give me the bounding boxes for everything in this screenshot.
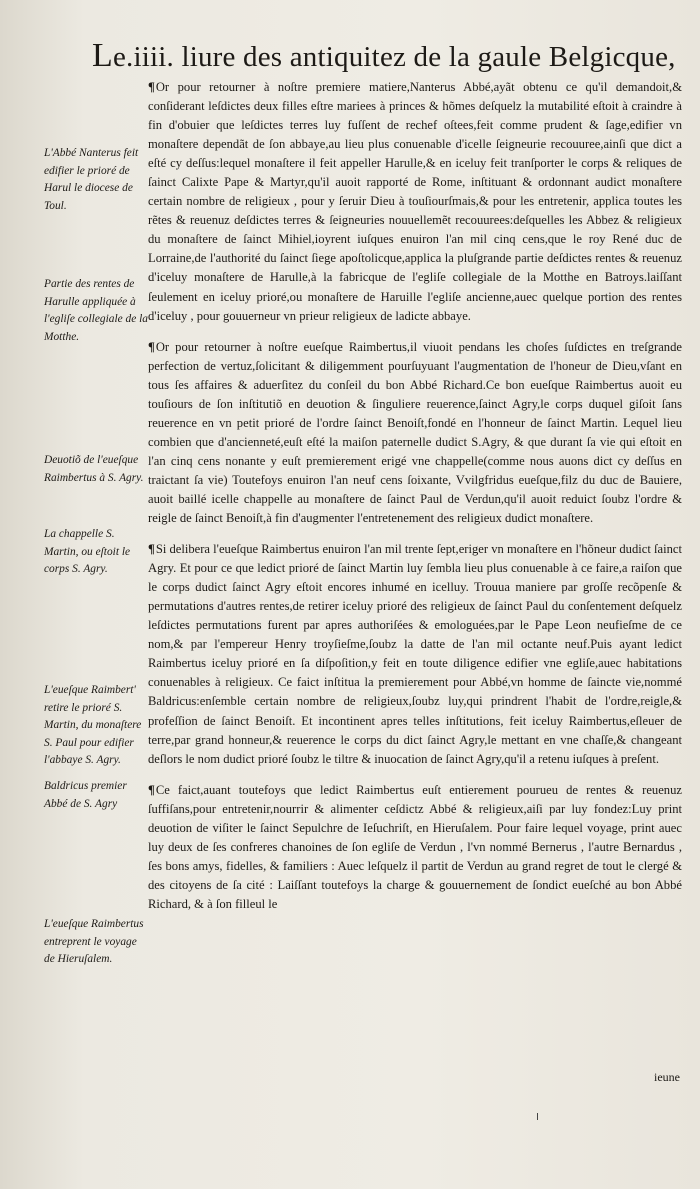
pilcrow-mark: ¶	[148, 339, 155, 354]
margin-note-baldricus: Baldricus premier Abbé de S. Agry	[44, 780, 127, 810]
paragraph-text: Si delibera l'eueſque Raimbertus enuiron l'an mil trente ſept,eriger vn monaſtere en l'hõneur dudict ſainct Agry. Et pour ce que ledict prioré de ſainct Martin luy ſembla lieu plus conuenable à ce faire,a raiſon que le corps dudict ſainct Agry eſtoit encores inhumé en icelluy. Trouua maniere par groſſe recõpenſe & permutations d'autres rentes,de retirer iceluy prioré des religieux de ſainct Paul du conſentement deſquelz leſdictes permutations furent par apres authoriſées & emologuées,par le Pape Leon neufieſme de ce nom,& par l'empereur Henry troyſieſme,ſoubz la datte de l'an mil octante neuf.Puis ayant ledict Raimbertus iceluy prioré en ſa diſpoſition,y feit en toute diligence edifier vne egliſe,auec habitations conuenables à religieux. Ce faict inſtitua la premierement pour Abbé,vn homme de ſaincte vie,nommé Baldricus:enſemble certain nombre de religieux,ſoubz luy,qui prindrent l'habit de l'ordre,reigle,& profeſſion de ſainct Benoiſt. Et incontinent apres telles inſtitutions, feit iceluy Raimbertus,eſleuer de terre,par grand honneur,& reuerence le corps du dict ſainct Agry,le mettant en vne chaſſe,& changeant deſlors le nom dudict prioré ſoubz le tiltre & inuocation de ſainct Agry,qu'il a retenu iuſques à preſent.	[148, 542, 682, 766]
paragraph-text: Or pour retourner à noſtre premiere matiere,Nanterus Abbé,ayãt obtenu ce qu'il demandoit,& conſiderant leſdictes deux filles eſtre mariees à princes & hõmes deſquelz la mutabilité eſtoit à craindre à fin d'obuier que leſdictes terres luy fuſſent de rechef oſtees,feit comme prudent & ſage,edifier vn monaſtere dependãt de ſon abbaye,au lieu plus conuenable d'icelle ſeigneurie recouuree,ainſi que dict a eſté cy deſſus:lequel monaſtere il feit appeller Harulle,& en iceluy feit tranſporter le corps & reliques de ſainct Calixte Pape & Martyr,qu'il auoit rapporté de Rome, inſtituant & ordonnant audict monaſtere certain nombre de religieux , pour y ſeruir Dieu à touſiourſmais,& pour les entretenir, applica toutes les rẽtes & reuenuz deſdictes terres & ſeigneuries nouuellemẽt recouurees:deſquelles les Abbez & religieux du monaſtere de ſainct Mihiel,ioyrent iuſques enuiron l'an mil cinq cens,que le roy René duc de Lorraine,de l'authorité du ſainct ſiege apoſtolicque,applica la pluſgrande partie deſdictes rentes & reuenuz d'iceluy monaſtere de Harulle,à la fabricque de l'egliſe collegiale de la Motthe en Batroys.laiſſant ſeulement en iceluy prioré,ou monaſtere de Haruille l'egliſe ancienne,auec quelque portion des rentes d'iceluy , pour gouuerneur vn prieur religieux de ladicte abbaye.	[148, 80, 682, 323]
margin-note-abbe-nanterus: L'Abbé Nanterus feit edifier le prioré de Harul le diocese de Toul.	[44, 147, 139, 212]
folio-cap: L	[92, 37, 113, 74]
margin-note-devotion-raimbertus: Deuotiõ de l'eueſque Raimbertus à S. Agry.	[44, 454, 144, 484]
paragraph-text: Or pour retourner à noſtre eueſque Raimbertus,il viuoit pendans les choſes ſuſdictes en treſgrande perfection de vertuz,ſolicitant & diligemment pourſuyuant l'augmentation de l'honeur de Dieu,vſant en tous ſes affaires & aduerſitez du conſeil du bon Abbé Richard.Ce bon eueſque Raimbertus auoit eu touſiours de ſon inſtitutiõ en deuotion & ſinguliere reuerence,ſainct Agry,le corps duquel giſoit ſans reuerence en vn petit prioré de l'ordre ſainct Benoiſt,fondé en l'honneur de ſainct Martin. Lequel lieu combien que d'ancienneté,euſt eſté la maiſon paternelle dudict S.Agry, & que durant ſa vie qui eſtoit en l'an cinq cens nonante y euſt premierement erigé vne chappelle(comme nous auons dict cy deſſus en traictant ſa vie) Toutefoys enuiron l'an neuf cens ſoixante, Vvilgfridus eueſque,filz du duc de Bauiere, auoit baillé icelle chappelle au monaſtere de ſainct Paul de Verdun,qu'il auoit reduict ſoubz l'ordre & reigle de ſainct Benoiſt,à fin d'augmenter l'entretenement des religieux dudict monaſtere.	[148, 339, 682, 526]
margin-notes-column	[44, 0, 148, 1189]
pilcrow-mark: ¶	[148, 782, 155, 797]
folio-rest: e.iiii.	[112, 41, 174, 73]
catchword: ieune	[654, 1070, 680, 1084]
paragraph-text: Ce faict,auant toutefoys que ledict Raimbertus euſt entierement pourueu de rentes & reuenuz ſuffiſans,pour entretenir,nourrir & alimenter ceſdictz Abbé & religieux,aiſi par luy fondez:Luy print deuotion de viſiter le ſainct Sepulchre de Ieſuchriſt, en Hieruſalem. Pour faire lequel voyage, print auec luy deux de ſes confreres chanoines de ſon egliſe de Verdun , l'vn nommé Bernerus , l'autre Bernardus , ſes bons amys, fidelles, & familiers : Auec leſquelz il partit de Verdun au grand regret de tout le clergé & des citoyens de ſa cité : Laiſſant toutefoys la charge & gouuernement de ſondict eueſché au bon Abbé Richard, & à ſon filleul le	[148, 782, 682, 911]
margin-note-chappelle: La chappelle S. Martin, ou eſtoit le corps S. Agry.	[44, 528, 131, 575]
paragraph-voyage	[148, 781, 682, 914]
paragraph-monastere	[148, 540, 682, 769]
running-header	[92, 36, 692, 77]
paragraph-raimbertus	[148, 338, 682, 528]
pilcrow-mark: ¶	[148, 80, 155, 94]
margin-note-rentes-harulle: Partie des rentes de Harulle appliquée à l'egliſe collegiale de la Motthe.	[44, 278, 148, 343]
ink-mark	[537, 1113, 538, 1120]
main-text-column	[148, 78, 682, 926]
margin-note-retire-priore: L'eueſque Raimbert' retire le prioré S. Martin, du monaſtere S. Paul pour edifier l'abbaye S. Agry.	[44, 684, 142, 766]
running-title: liure des antiquitez de la gaule Belgicque,	[181, 41, 676, 73]
margin-note-voyage: L'eueſque Raimbertus entreprent le voyage de Hieruſalem.	[44, 918, 144, 965]
paragraph-nanterus	[148, 78, 682, 326]
pilcrow-mark: ¶	[148, 542, 155, 557]
